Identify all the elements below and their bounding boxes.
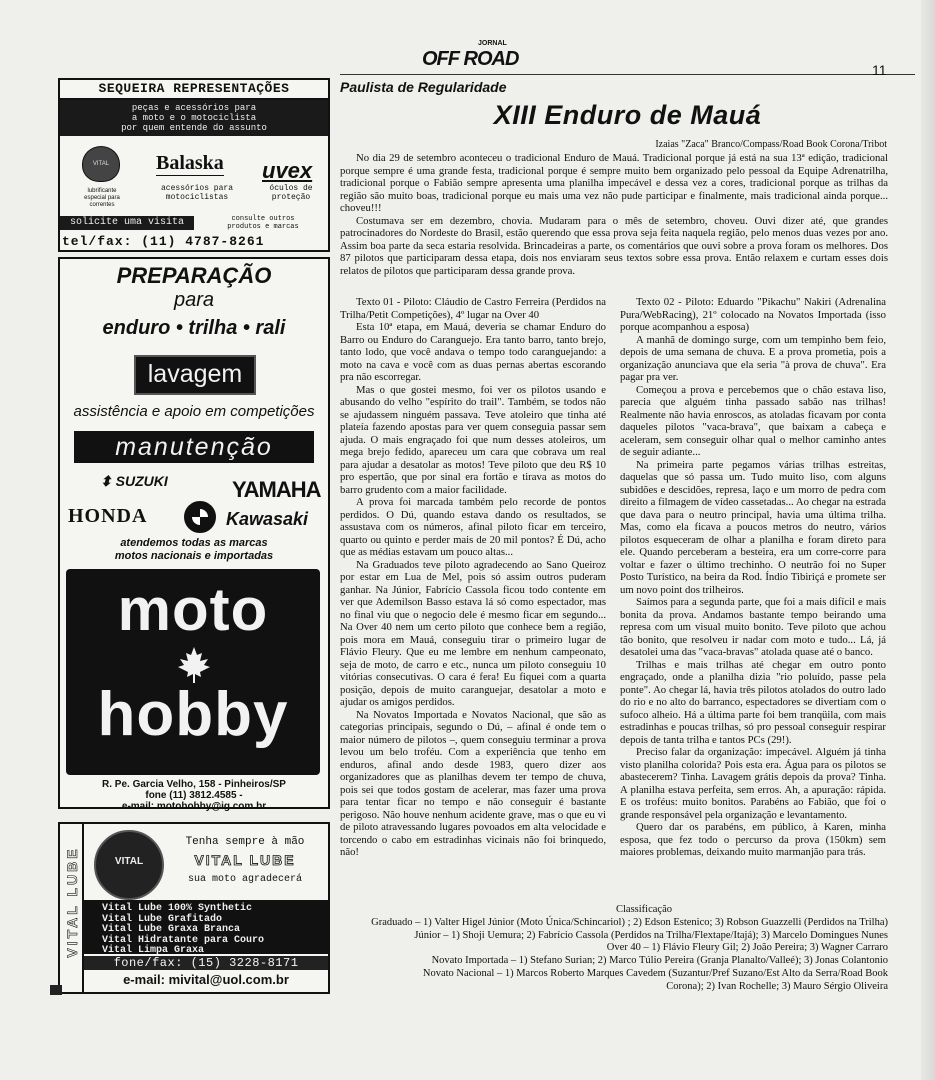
lub-line: correntes [89,202,115,208]
text-01-heading: Texto 01 - Piloto: Cláudio de Castro Ferreira (Perdidos na Trilha/Petit Competições), 4º lugar na Over 40 [340,296,606,321]
paragraph: Saímos para a segunda parte, que foi a mais difícil e mais bonita da prova. Andamos bastante tempo beirando uma represa com um visual muito bonito. Teve piloto que achou tão bonito, que resolveu ir nadar com moto e tudo... Lá, já desatolei uma das "vaca-bravas" atolada quase até o banco. [620,596,886,658]
yamaha-logo: YAMAHA [232,477,321,502]
balaska-sub-line: motociclistas [165,193,229,202]
paragraph: Começou a prova e percebemos que o chão estava liso, parecia que alguém tinha passado sabão nas trilhas! Realmente não havia enroscos, as atoladas ficavam por conta daqueles pilotos "vaca-brava", que baixam a cabeça e aceleram, sem conseguir olhar qual o melhor caminho antes de seguir adiante... [620,383,886,458]
paragraph: Na primeira parte pegamos várias trilhas estreitas, daquelas que só passa um. Tudo muito liso, com alguns subidões e descidões, represa, laço e um morro de pedra com direito a filmagem de vídeo cassetadas... Ao chegar na estrada que dava para o neutro principal, havia uma última trilha. Mas, como ela ficava a poucos metros do neutro, vários pilotos esqueceram de olhar a planilha e foram direto para ele. Quando perceberam a besteira, era um corre-corre para voltar e fazer o último trechinho. O neutrão foi no Super Posto Turístico, na beira da Rod. Índio Tibiriçá e promete ser um novo point dos trilheiros. [620,458,886,596]
prep-para: para [173,289,215,311]
vital-agradecera: sua moto agradecerá [187,874,303,885]
sequeira-phone: tel/fax: (11) 4787-8261 [62,234,265,249]
vital-tenha: Tenha sempre à mão [185,836,305,848]
paragraph: Trilhas e mais trilhas até chegar em outro ponto engraçado, onde a planilha dizia "rio poluído, passe pela ponte". Ao chegar lá, havia três pilotos atolados do outro lado do rio e no alto do barranco, espectadores se divertiam com o sufoco alheio. Há a última parte foi bem tranqüila, com mais estradinhas e poucas trilhas, só pro pessoal conseguir respirar depois de tanta trilha e tantos PCs (29!). [620,658,886,746]
masthead-rule [340,74,915,75]
lub-line: lubrificante [87,188,117,194]
paragraph: Na Novatos Importada e Novatos Nacional, que são as categorias principais, segundo o Dú, – afinal é onde tem o maior número de pilotos –, quem conseguiu terminar a prova levou um belo troféu. Com a experiência que tenho em enduros, afinal ando desde 1983, quero dizer aos organizadores que as planilhas devem ter tempo de chuva, pois sei que todos gostam de acelerar, mas fazer uma prova para tentar ficar no tempo e não conseguir é bastante perigoso. Não houve nenhum acidente grave, mas o que eu vi de piloto atravessando lugares povoados em alta velocidade e torcendo o cabo em estradinhas vicinais não foi brinquedo, não! [340,708,606,858]
classification-row: Graduado – 1) Valter Higel Júnior (Moto Única/Schincariol) ; 2) Edson Estenico; 3) Robson Guazzelli (Perdidos na Trilha) [371,916,888,928]
honda-logo: HONDA [68,505,148,527]
consulte-text [200,215,326,231]
article-lead [340,152,888,277]
vital-product: Vital Lube Grafitado [102,913,223,925]
classification-row: Júnior – 1) Shoji Uemura; 2) Fabrício Cassola (Perdidos na Trilha/Flextape/Itajá); 3) Marcelo Domingues Nunes [414,929,888,941]
paragraph: Esta 10ª etapa, em Mauá, deveria se chamar Enduro do Barro ou Enduro do Caranguejo. Era tanto barro, tanto brejo, tanto lodo, que você andava o tempo todo caranguejando: a moto na cava e você com as duas pernas abertas escorando pra não escorregar. [340,321,606,383]
vital-product: Vital Lube Graxa Branca [102,924,241,935]
ad-vital-lube [58,822,330,994]
classification-title: Classificação [616,904,672,915]
classification-row: Novato Importada – 1) Stefano Surian; 2) Marco Túlio Pereira (Granja Planalto/Valleé); 3) Jonas Colantonio [431,955,888,967]
assist-text: assistência e apoio em competições [73,403,315,420]
classification-row: Over 40 – 1) Flávio Fleury Gil; 2) João Pereira; 3) Wagner Carraro [606,942,888,954]
paragraph: A prova foi marcada também pelo recorde de pontos perdidos. O Dú, quando estava dando os resultados, se assustava com os números, afinal piloto ficar em terceiro, quarto ou quinto e perder mais de 20 mil pontos? É Dú, acho que as médias estavam um pouco altas... [340,496,606,558]
paragraph: Mas o que gostei mesmo, foi ver os pilotos usando e abusando do velho "espírito do trail". Também, se todos não se ajudassem ninguém passava. Teve atoleiro que tinha até plateía fazendo apostas para ver quem conseguia passar sem ajuda. O mais engraçado foi que num desses atoleiros, um mega brejo fedido, apareceu um cara que cobrava um real para ajudar a desatolar as motos! Teve piloto que deu R$ 10 pro espertão, que por sinal era fortão e tirava as motos do barro grudento com a maior facilidade. [340,383,606,496]
classification-row: Corona); 2) Ivan Rochelle; 3) Mauro Sérgio Oliveira [666,980,888,992]
paragraph: Quero dar os parabéns, em público, à Karen, minha esposa, que fez todo o percurso da prova (150km) sem maiores problemas, deixando muito marmanjão para trás. [620,821,886,858]
vital-product: Vital Hidratante para Couro [102,934,265,946]
classification-row: Novato Nacional – 1) Marcos Roberto Marques Cavedem (Suzantur/Pref Suzano/Est Alto da Serra/Road Book [422,967,888,979]
moto-word: moto [117,576,269,643]
vital-brand: VITAL LUBE [194,852,296,868]
uvex-logo: uvex [262,158,313,183]
moto-hobby-logo [66,569,320,775]
masthead-logo [418,42,538,72]
article-column-1 [340,296,606,859]
lead-paragraph: No dia 29 de setembro aconteceu o tradicional Enduro de Mauá. Tradicional porque já está na sua 13ª edição, tradicional porque sempre é uma grande festa, tradicional porque é sempre muito bem organizado pelo pessoal da Equipe Adrenatrilha, tradicional porque o Fabião sempre apresenta uma planilha impecável e dessa vez a cores, tradicional porque as trilhas da região são muito boas, tradicional porque eu mais uma vez não pude participar e finalmente, mais tradicional ainda porque... choveu!!! [340,152,888,214]
ad-sequeira-tagline [60,100,328,136]
prep-disciplines: enduro • trilha • rali [102,317,286,339]
masthead-brand: OFF ROAD [422,48,519,70]
vital-badge-logo: VITAL [82,146,120,182]
vital-side-label [60,824,84,992]
manutencao-box: manutenção [74,431,314,463]
vital-email: e-mail: mivital@uol.com.br [123,972,289,987]
page-number: 11 [872,62,887,78]
tagline-line: por quem entende do assunto [121,123,267,133]
vital-side-text: VITAL LUBE [64,846,80,958]
article-title: XIII Enduro de Mauá [493,100,762,130]
address-line: R. Pe. Garcia Velho, 158 - Pinheiros/SP [102,779,286,790]
address-line: e-mail: motohobby@ig.com.br [121,801,267,812]
balaska-subtitle [152,184,242,202]
classification-box [340,904,888,994]
lavagem-box: lavagem [134,355,256,395]
ad-moto-hobby [58,257,330,812]
vital-phone: fone/fax: (15) 3228-8171 [84,956,328,970]
kawasaki-logo: Kawasaki [226,509,309,529]
suzuki-logo: ⬍ SUZUKI [100,473,168,489]
lub-line: especial para [84,195,120,201]
uvex-sub-line: proteção [271,193,311,202]
consulte-line: produtos e marcas [227,223,299,231]
article-kicker: Paulista de Regularidade [340,79,507,95]
uvex-subtitle [256,184,326,202]
atendemos-text [60,537,328,563]
paragraph: Preciso falar da organização: impecável. Alguém já tinha visto planilha colorida? Pois esta era. Água para os pilotos se abastecerem? Tinha. Lavagem grátis depois da prova? Tinha. A planilha estava perfeita, sem erros. Ah, a apuração: rápida. E os troféus: muito bonitos. Parabéns ao Fabião, que foi o grande responsável pela organização e levantamento. [620,746,886,821]
visit-banner: solicite uma visita [60,216,194,230]
atendemos-line: atendemos todas as marcas [120,537,268,549]
suzuki-label: SUZUKI [115,473,168,489]
ad-sequeira [58,78,330,252]
ad-sequeira-header: SEQUEIRA REPRESENTAÇÕES [60,80,328,100]
masthead-journal: JORNAL [478,40,507,47]
vital-products [84,900,328,954]
paragraph: A manhã de domingo surge, com um tempinho bem feio, depois de uma semana de chuva. E a prova prometia, pois a organização anunciava que ela seria "à prova de chuva". Era pagar pra ver. [620,333,886,383]
balaska-sub-line: acessórios para [160,184,233,193]
vital-chain-logo: VITAL [94,830,164,900]
vital-product: Vital Lube 100% Synthetic [102,903,253,914]
uvex-sub-line: óculos de [269,184,313,193]
tagline-line: a moto e o motociclista [131,113,257,123]
address-line: fone (11) 3812.4585 - [145,790,243,801]
vital-product: Vital Limpa Graxa [102,945,205,956]
balaska-logo: Balaska [156,152,224,174]
article-column-2 [620,296,886,859]
text-02-heading: Texto 02 - Piloto: Eduardo "Pikachu" Nakiri (Adrenalina Pura/WebRacing), 21º colocado na Novatos Importada (isso porque acompanhou a esposa) [620,296,886,333]
hobby-word: hobby [97,680,289,749]
article-byline: Izaias "Zaca" Branco/Compass/Road Book Corona/Tribot [655,139,887,150]
lubrificante-text [72,188,132,209]
moto-hobby-address [60,779,328,812]
consulte-line: consulte outros [231,215,295,223]
atendemos-line: motos nacionais e importadas [114,550,274,562]
corner-mark [50,985,62,995]
tagline-line: peças e acessórios para [131,103,257,113]
prep-title: PREPARAÇÃO [116,263,272,288]
lead-paragraph: Costumava ser em dezembro, chovia. Mudaram para o mês de setembro, choveu. Ouvi dizer até, que grandes patrocinadores do Nordeste do Brasil, estão querendo que essa prova seja feita naquela região, pelo menos duas vezes por ano. Assim boa parte da seca estaria resolvida. Brincadeiras a parte, os comentários que ouvi sobre a prova foram os melhores. Dos 87 pilotos que participaram dessa etapa, dois nos enviaram seus textos sobre essa prova. Então relaxem e curtam esses dois relatos de pilotos que participaram dessa grande prova. [340,214,888,277]
bmw-logo-icon [184,501,216,533]
paragraph: Na Graduados teve piloto agradecendo ao Sano Queiroz por estar em Lua de Mel, pois só assim outros puderam ganhar. Na Júnior, Fabrício Cassola ficou todo contente em ver que Ademilson Basso estava lá só como espectador, mas no final viu que o negocio dele é mesmo ficar em segundo... Na Over 40 nem um certo piloto que conhece bem a região, pois mora em Mauá, conseguiu tirar o primeiro lugar de Flávio Fleury. Que eu me lembre em nenhum campeonato, seja de moto, de carro e etc., nunca um piloto conseguiu 10 vitórias consecutivas. O cara é fera! Eu fiquei com a quarta posição, depois de muito caranguejar, desatolar a moto e ajudar os amigos perdidos. [340,558,606,708]
